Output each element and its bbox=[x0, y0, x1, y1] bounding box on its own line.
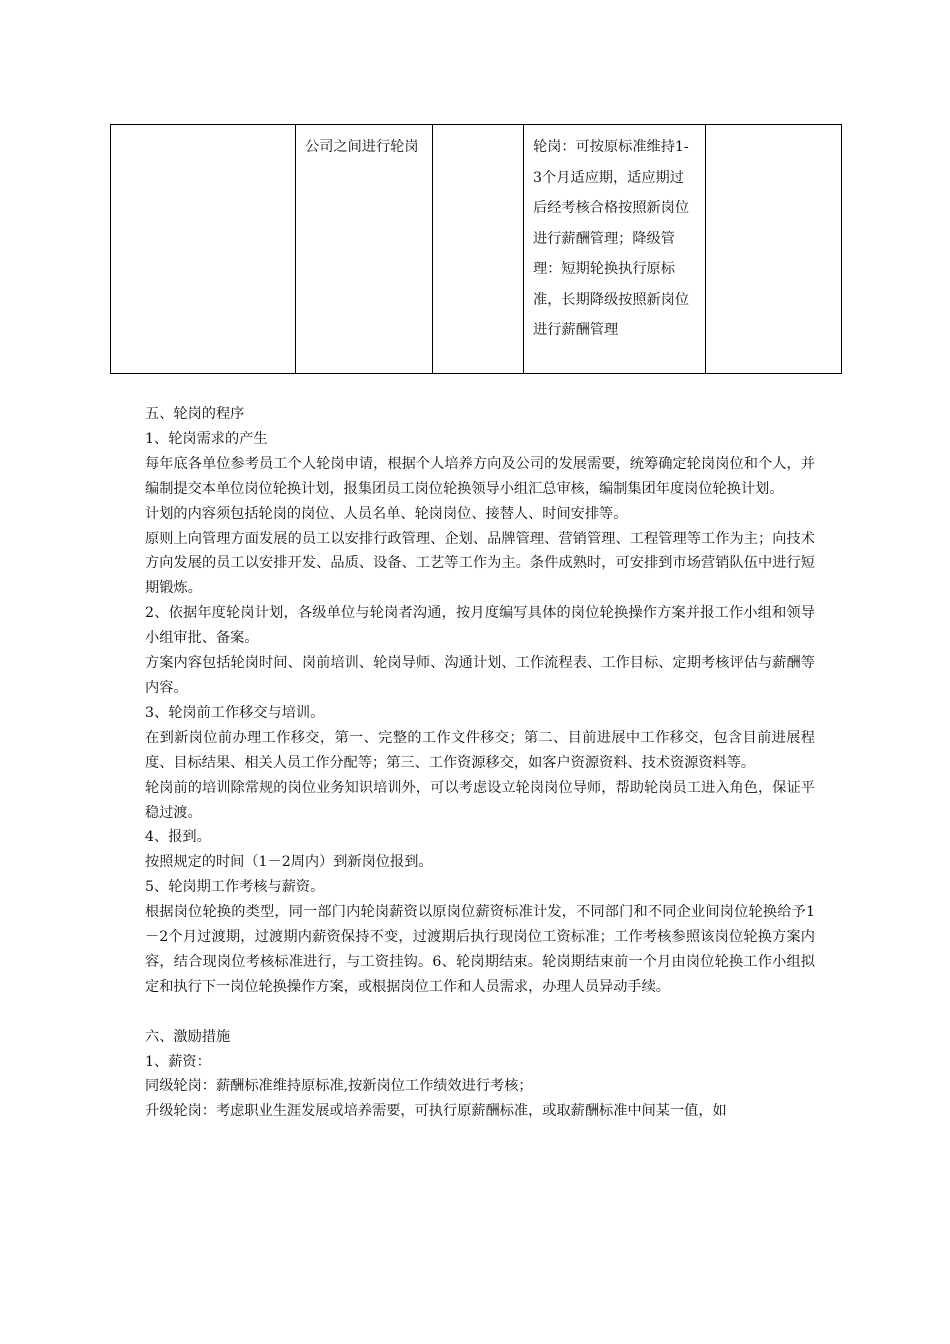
table-row bbox=[111, 125, 842, 374]
table-cell bbox=[706, 125, 842, 374]
paragraph: 轮岗前的培训除常规的岗位业务知识培训外，可以考虑设立轮岗岗位导师，帮助轮岗员工进入角色，保证平稳过渡。 bbox=[145, 779, 815, 821]
section-heading: 六、激励措施 bbox=[145, 1028, 231, 1045]
table-cell: 公司之间进行轮岗 bbox=[296, 125, 433, 374]
paragraph: 按照规定的时间（1－2周内）到新岗位报到。 bbox=[145, 854, 433, 871]
paragraph: 1、轮岗需求的产生 bbox=[145, 430, 268, 447]
paragraph: 2、依据年度轮岗计划，各级单位与轮岗者沟通，按月度编写具体的岗位轮换操作方案并报工作小组和领导小组审批、备案。 bbox=[145, 605, 815, 647]
document-body bbox=[145, 402, 815, 1124]
paragraph: 1、薪资： bbox=[145, 1053, 211, 1070]
paragraph: 方案内容包括轮岗时间、岗前培训、轮岗导师、沟通计划、工作流程表、工作目标、定期考核评估与薪酬等内容。 bbox=[145, 655, 815, 696]
paragraph: 计划的内容须包括轮岗的岗位、人员名单、轮岗岗位、接替人、时间安排等。 bbox=[145, 505, 628, 522]
table-cell bbox=[433, 125, 524, 374]
paragraph: 5、轮岗期工作考核与薪资。 bbox=[145, 879, 325, 896]
paragraph: 根据岗位轮换的类型，同一部门内轮岗薪资以原岗位薪资标准计发，不同部门和不同企业间岗位轮换给予1－2个月过渡期，过渡期内薪资保持不变，过渡期后执行现岗位工资标准；工作考核参照该岗位轮换方案内容，结合现岗位考核标准进行，与工资挂钩。6、轮岗期结束。轮岗期结束前一个月由岗位轮换工作小组拟定和执行下一岗位轮换操作方案，或根据岗位工作和人员需求，办理人员异动手续。 bbox=[145, 904, 815, 995]
table-cell bbox=[111, 125, 296, 374]
paragraph: 4、报到。 bbox=[145, 829, 211, 846]
paragraph: 同级轮岗：薪酬标准维持原标准,按新岗位工作绩效进行考核； bbox=[145, 1078, 533, 1095]
paragraph: 每年底各单位参考员工个人轮岗申请，根据个人培养方向及公司的发展需要，统筹确定轮岗岗位和个人，并编制提交本单位岗位轮换计划，报集团员工岗位轮换领导小组汇总审核，编制集团年度岗位轮换计划。 bbox=[145, 455, 815, 497]
spacer bbox=[145, 1000, 815, 1025]
paragraph: 升级轮岗：考虑职业生涯发展或培养需要，可执行原薪酬标准，或取薪酬标准中间某一值，如 bbox=[145, 1103, 727, 1120]
section-heading: 五、轮岗的程序 bbox=[145, 406, 245, 422]
paragraph: 原则上向管理方面发展的员工以安排行政管理、企划、品牌管理、营销管理、工程管理等工作为主；向技术方向发展的员工以安排开发、品质、设备、工艺等工作为主。条件成熟时，可安排到市场营销队伍中进行短期锻炼。 bbox=[145, 530, 815, 597]
table-cell: 轮岗：可按原标准维持1-3个月适应期，适应期过后经考核合格按照新岗位进行薪酬管理；降级管理：短期轮换执行原标准，长期降级按照新岗位进行薪酬管理 bbox=[524, 125, 706, 374]
salary-rotation-table bbox=[110, 124, 842, 374]
paragraph: 3、轮岗前工作移交与培训。 bbox=[145, 704, 325, 721]
paragraph: 在到新岗位前办理工作移交，第一、完整的工作文件移交；第二、目前进展中工作移交，包含目前进展程度、目标结果、相关人员工作分配等；第三、工作资源移交，如客户资源资料、技术资源资料等。 bbox=[145, 729, 815, 771]
